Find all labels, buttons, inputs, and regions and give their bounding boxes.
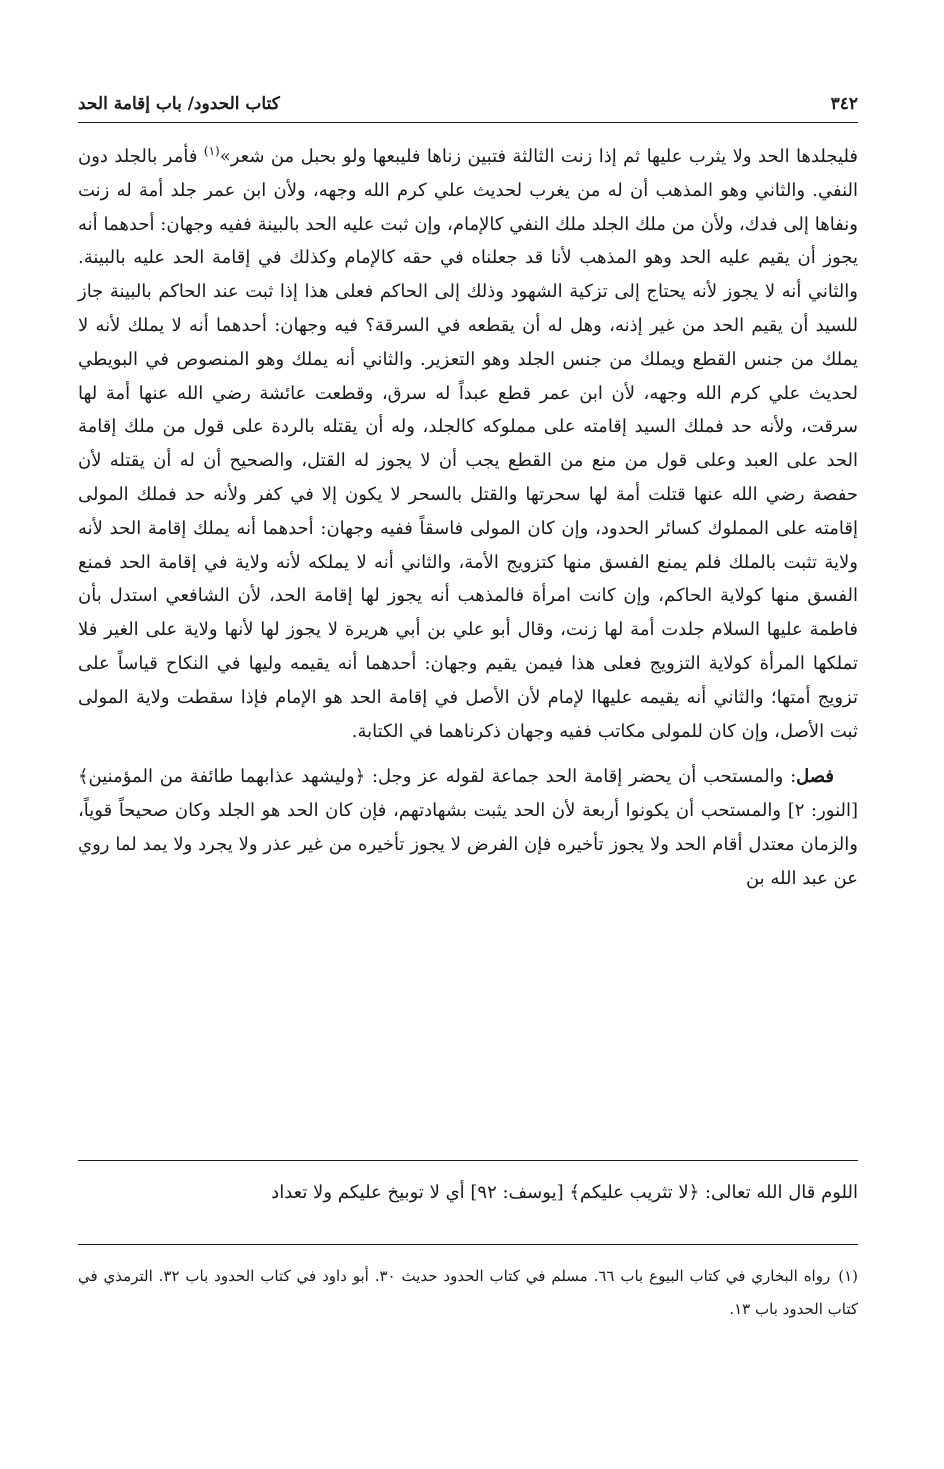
page-number: ٣٤٢ bbox=[830, 94, 858, 114]
footnote-divider bbox=[78, 1244, 858, 1245]
gloss-note: اللوم قال الله تعالى: ﴿لا تثريب عليكم﴾ [يوسف: ٩٢] أي لا توبيخ عليكم ولا تعداد bbox=[271, 1182, 858, 1203]
running-title: كتاب الحدود/ باب إقامة الحد bbox=[78, 94, 280, 114]
footnote-marker: (١) bbox=[838, 1267, 858, 1285]
footnote-reference: (١) bbox=[203, 144, 220, 158]
gloss-divider bbox=[78, 1160, 858, 1161]
section-paragraph bbox=[78, 760, 858, 895]
page-header bbox=[78, 88, 858, 123]
section-heading: فصل bbox=[796, 766, 834, 788]
paragraph-text: فليجلدها الحد ولا يثرب عليها ثم إذا زنت الثالثة فتبين زناها فليبعها ولو بحبل من شعر» bbox=[219, 146, 859, 167]
footnote bbox=[78, 1260, 858, 1326]
main-text bbox=[78, 140, 858, 896]
paragraph-text: فأمر بالجلد دون النفي. والثاني وهو المذهب أن له من يغرب لحديث علي كرم الله وجهه، ولأن ابن عمر جلد أمة له زنت ونفاها إلى فدك، ولأن من ملك الجلد ملك النفي كالإمام، وإن ثبت عليه الحد بالبينة ففيه وجهان: أحدهما أنه يجوز أن يقيم عليه الحد وهو المذهب لأنا قد جعلناه في حقه كالإمام وكذلك في إقامة الحد عليه بالبينة. والثاني أنه لا يجوز لأنه يحتاج إلى تزكية الشهود وذلك إلى الحاكم فعلى هذا إذا ثبت عند الحاكم بالبينة جاز للسيد أن يقيم الحد من غير إذنه، وهل له أن يقطعه في السرقة؟ فيه وجهان: أحدهما أنه لا يملك لأنه لا يملك من جنس القطع ويملك من جنس الجلد وهو التعزير. والثاني أنه يملك وهو المنصوص في البويطي لحديث علي كرم الله وجهه، لأن ابن عمر قطع عبداً له سرق، وقطعت عائشة رضي الله عنها أمة لها سرقت، ولأنه حد فملك السيد إقامته على مملوكه كالجلد، وله أن يقتله بالردة على قول من ملك إقامة الحد على العبد وعلى قول من منع من القطع يجب أن لا يجوز له القتل، والصحيح أن له أن يقتله لأن حفصة رضي الله عنها قتلت أمة لها سحرتها والقتل بالسحر لا يكون إلا في كفر ولأنه حد فملك المولى إقامته على المملوك كسائر الحدود، وإن كان المولى فاسقاً ففيه وجهان: أحدهما أنه يملك إقامة الحد لأنه ولاية تثبت بالملك فلم يمنع الفسق منها كتزويج الأمة، والثاني أنه لا يملكه لأنه ولاية في إقامة الحد فمنع الفسق منها كولاية الحاكم، وإن كانت امرأة فالمذهب أنه يجوز لها إقامة الحد، لأن الشافعي استدل بأن فاطمة عليها السلام جلدت أمة لها زنت، وقال أبو علي بن أبي هريرة لا يجوز لها لأنها ولاية على الغير فلا تملكها المرأة كولاية التزويج فعلى هذا فيمن يقيم وجهان: أحدهما أنه يقيمه وليها في النكاح قياساً على تزويج أمتها؛ والثاني أنه يقيمه عليهاا لإمام لأن الأصل في إقامة الحد هو الإمام فإذا سقطت ولاية المولى ثبت الأصل، وإن كان للمولى مكاتب ففيه وجهان ذكرناهما في الكتابة. bbox=[78, 146, 858, 742]
footnote-text: رواه البخاري في كتاب البيوع باب ٦٦. مسلم في كتاب الحدود حديث ٣٠. أبو داود في كتاب الحدود باب ٣٢. الترمذي في كتاب الحدود باب ١٣. bbox=[78, 1267, 858, 1318]
paragraph bbox=[78, 140, 858, 748]
paragraph-text: : والمستحب أن يحضر إقامة الحد جماعة لقوله عز وجل: ﴿وليشهد عذابهما طائفة من المؤمنين﴾ [النور: ٢] والمستحب أن يكونوا أربعة لأن الحد يثبت بشهادتهم، فإن كان الحد هو الجلد وكان صحيحاً قوياً، والزمان معتدل أقام الحد ولا يجوز تأخيره فإن الفرض لا يجوز تأخيره من غير عذر ولا يجرد ولا يمد لما روي عن عبد الله بن bbox=[78, 766, 859, 889]
book-page bbox=[78, 0, 858, 1469]
